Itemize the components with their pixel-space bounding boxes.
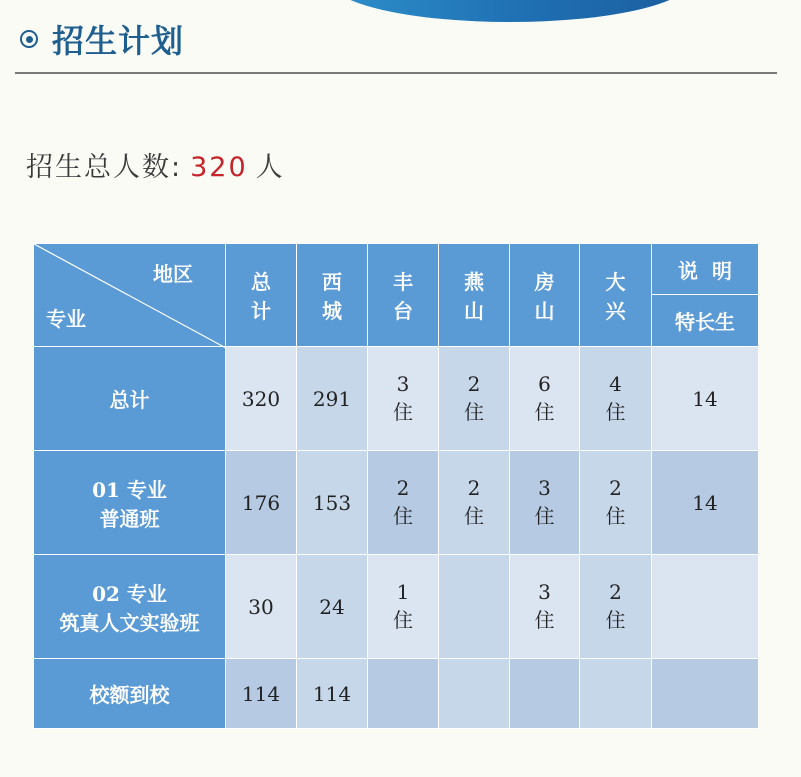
corner-diagonal-line [34, 244, 226, 348]
cell-value: 1 [396, 580, 410, 604]
cell-value: 2 [609, 476, 622, 500]
col-header-fangshan [510, 244, 580, 347]
row-sublabel: 普通班 [99, 506, 160, 531]
cell-note: 14 [652, 451, 759, 555]
note-subheader-text: 特长生 [675, 310, 735, 334]
row-header [34, 451, 226, 555]
cell-yanshan [439, 555, 510, 659]
cell-total: 176 [226, 451, 297, 555]
cell-value: 2 [467, 372, 481, 396]
corner-region-label: 地区 [153, 262, 193, 286]
header-row-top [34, 244, 759, 295]
cell-total: 30 [226, 555, 297, 659]
cell-value: 2 [467, 476, 481, 500]
cell-xicheng: 114 [297, 659, 368, 729]
row-label: 01 专业 [92, 477, 167, 502]
col-header-text: 台 [393, 299, 413, 323]
boarding-mark: 住 [393, 608, 413, 632]
cell-note: 14 [652, 347, 759, 451]
decorative-banner-arc [330, 0, 690, 22]
cell-value: 6 [538, 372, 551, 396]
boarding-mark: 住 [534, 400, 555, 424]
note-header-text: 说明 [678, 258, 746, 283]
col-header-text: 计 [251, 299, 271, 323]
col-header-yanshan [439, 244, 510, 347]
cell-note [652, 555, 759, 659]
row-header [34, 555, 226, 659]
summary-unit: 人 [255, 152, 285, 183]
col-header-text: 山 [464, 299, 484, 323]
col-header-text: 丰 [393, 270, 413, 294]
cell-note [652, 659, 759, 729]
cell-value: 4 [609, 372, 622, 396]
boarding-mark: 住 [605, 504, 626, 528]
cell-value: 3 [538, 580, 551, 604]
cell-daxing [580, 555, 652, 659]
boarding-mark: 住 [605, 400, 626, 424]
section-title: 招生计划 [52, 22, 185, 60]
circle-bullet-icon [20, 30, 38, 48]
col-header-text: 兴 [605, 299, 626, 323]
cell-xicheng: 24 [297, 555, 368, 659]
cell-fangshan [510, 347, 580, 451]
table-row [34, 451, 759, 555]
cell-total: 114 [226, 659, 297, 729]
row-label: 校额到校 [89, 683, 170, 707]
cell-fangshan [510, 555, 580, 659]
cell-daxing [580, 451, 652, 555]
boarding-mark: 住 [464, 504, 484, 528]
table-row [34, 555, 759, 659]
col-header-text: 总 [251, 270, 271, 294]
row-sublabel: 筑真人文实验班 [59, 610, 200, 635]
col-header-text: 燕 [464, 270, 484, 294]
cell-fengtai [368, 659, 439, 729]
cell-yanshan [439, 451, 510, 555]
cell-fangshan [510, 659, 580, 729]
row-header [34, 347, 226, 451]
table-row [34, 659, 759, 729]
cell-xicheng: 153 [297, 451, 368, 555]
section-heading [20, 14, 184, 64]
boarding-mark: 住 [534, 504, 555, 528]
row-label: 总计 [109, 388, 150, 412]
cell-yanshan [439, 659, 510, 729]
cell-yanshan [439, 347, 510, 451]
corner-header-cell [34, 244, 226, 347]
cell-value: 2 [609, 580, 622, 604]
col-header-text: 大 [605, 270, 626, 294]
cell-fangshan [510, 451, 580, 555]
enrollment-summary [26, 145, 285, 184]
boarding-mark: 住 [393, 400, 413, 424]
cell-daxing [580, 659, 652, 729]
corner-major-label: 专业 [46, 307, 86, 331]
cell-value: 3 [538, 476, 551, 500]
col-header-text: 西 [322, 270, 342, 294]
cell-fengtai [368, 347, 439, 451]
boarding-mark: 住 [534, 608, 555, 632]
col-header-xicheng [297, 244, 368, 347]
col-header-fengtai [368, 244, 439, 347]
col-subheader-specialty [652, 295, 759, 347]
summary-label: 招生总人数: [26, 152, 183, 183]
cell-fengtai [368, 451, 439, 555]
row-label: 02 专业 [92, 581, 167, 606]
heading-divider [15, 72, 777, 74]
col-header-note [652, 244, 759, 295]
cell-value: 3 [396, 372, 410, 396]
enrollment-plan-table [33, 243, 759, 729]
col-header-text: 城 [322, 299, 342, 323]
boarding-mark: 住 [393, 504, 413, 528]
table-row [34, 347, 759, 451]
cell-total: 320 [226, 347, 297, 451]
cell-fengtai [368, 555, 439, 659]
cell-daxing [580, 347, 652, 451]
col-header-daxing [580, 244, 652, 347]
row-header [34, 659, 226, 729]
cell-xicheng: 291 [297, 347, 368, 451]
col-header-text: 房 [534, 270, 555, 294]
boarding-mark: 住 [464, 400, 484, 424]
col-header-total [226, 244, 297, 347]
col-header-text: 山 [534, 299, 555, 323]
boarding-mark: 住 [605, 608, 626, 632]
cell-value: 2 [396, 476, 410, 500]
summary-count: 320 [190, 152, 248, 183]
